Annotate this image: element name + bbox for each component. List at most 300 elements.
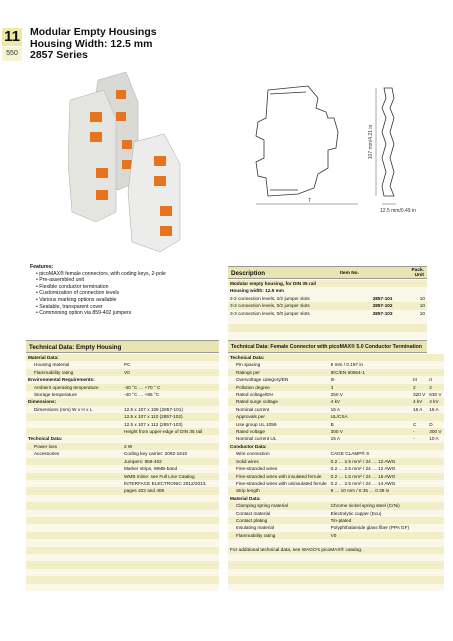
housing-value — [122, 554, 219, 561]
housing-data-row — [26, 539, 219, 546]
product-image — [68, 72, 188, 257]
housing-value: 2 W — [124, 443, 133, 449]
housing-data-row — [26, 369, 219, 376]
housing-label: Accessories — [34, 451, 60, 457]
housing-section-row — [26, 398, 219, 405]
connector-value-d: 16 A — [429, 406, 439, 412]
connector-label: Contact plating — [236, 517, 268, 523]
housing-label — [26, 510, 122, 517]
connector-tech-header — [228, 340, 427, 353]
connector-data-row — [228, 524, 444, 531]
connector-value-b — [329, 539, 411, 546]
housing-label — [26, 584, 122, 591]
order-filler-row — [228, 317, 427, 324]
connector-value-c — [411, 510, 427, 517]
connector-data-row — [228, 517, 444, 524]
connector-value-c — [411, 369, 427, 376]
housing-data-row — [26, 465, 219, 472]
feature-item: • Pre-assembled unit — [36, 277, 215, 284]
connector-label — [228, 584, 329, 591]
connector-label: Fine-stranded wires with uninsulated ferrule — [236, 480, 327, 486]
connector-value-d: 4 kV — [429, 399, 439, 405]
housing-value — [122, 576, 219, 583]
order-pack: 10 — [419, 310, 425, 316]
housing-value — [122, 517, 219, 524]
height-dimension-label: 107 mm/4.21 in — [368, 124, 374, 160]
connector-label: Strip length — [236, 488, 260, 494]
connector-label: Wire connection — [236, 451, 270, 457]
housing-data-row — [26, 421, 219, 428]
housing-data-row — [26, 443, 219, 450]
connector-label: Flammability rating — [236, 532, 276, 538]
connector-value-c — [411, 569, 427, 576]
connector-value-c — [411, 539, 427, 546]
feature-item: • Customization of connection levels — [36, 290, 215, 297]
connector-label — [228, 554, 329, 561]
connector-value-c — [411, 554, 427, 561]
connector-label: Overvoltage category/EN — [236, 377, 289, 383]
connector-value-d: 300 V — [429, 429, 442, 435]
housing-label: Dimensions: — [28, 399, 57, 405]
connector-value-c — [411, 450, 427, 457]
connector-value-c — [411, 473, 427, 480]
housing-label — [26, 539, 122, 546]
connector-data-row — [228, 376, 444, 383]
connector-value-c — [411, 465, 427, 472]
page-tab — [0, 28, 22, 64]
connector-value-d — [427, 510, 443, 517]
connector-value-c: - — [413, 436, 415, 442]
connector-value-c: 4 kV — [413, 399, 423, 405]
housing-section-row — [26, 354, 219, 361]
filler-cell — [228, 317, 427, 324]
feature-item: • Various marking options available — [36, 297, 215, 304]
housing-label: Housing material — [34, 362, 70, 368]
front-view — [382, 88, 394, 196]
connector-data-row — [228, 576, 444, 583]
connector-value-c — [411, 584, 427, 591]
housing-data-row — [26, 524, 219, 531]
housing-data-row — [26, 510, 219, 517]
housing-label — [26, 554, 122, 561]
connector-value-d — [427, 532, 443, 539]
connector-data-row — [228, 406, 444, 413]
feature-item: • Flexible conductor termination — [36, 284, 215, 291]
order-group-row — [228, 280, 427, 287]
connector-data-row — [228, 384, 444, 391]
connector-data-row — [228, 584, 444, 591]
feature-item: • Commoning option via 859-402 jumpers — [36, 310, 215, 317]
housing-data-row — [26, 495, 219, 502]
connector-label: Approvals per — [236, 414, 265, 420]
connector-value-b: Tin-plated — [330, 517, 352, 523]
connector-value-b: 0.2 … 2.5 mm² / 24 … 14 AWG — [330, 480, 396, 486]
housing-label: Material Data: — [28, 355, 59, 360]
connector-value-c — [411, 487, 427, 494]
order-item-no: 2857-101 — [372, 295, 393, 301]
connector-data-row — [228, 413, 444, 420]
housing-data-row — [26, 450, 219, 457]
order-item-no: 2857-103 — [372, 310, 393, 316]
housing-value — [122, 495, 219, 502]
order-row — [228, 302, 427, 309]
connector-value-b: Electrolytic copper (Ecu) — [330, 510, 382, 516]
connector-value-d — [427, 473, 443, 480]
order-filler-row — [228, 332, 427, 339]
connector-value-b — [329, 584, 411, 591]
connector-value-c — [411, 524, 427, 531]
connector-value-b: 0.2 … 2.5 mm² / 24 … 12 AWG — [330, 466, 396, 472]
housing-data-row — [26, 480, 219, 487]
housing-data-row — [26, 554, 219, 561]
housing-data-row — [26, 584, 219, 591]
page-number: 11 — [2, 28, 22, 46]
connector-value-d — [427, 554, 443, 561]
connector-value-b: 300 V — [330, 429, 343, 435]
housing-data-row — [26, 473, 219, 480]
title-line-2: Housing Width: 12.5 mm — [30, 37, 153, 50]
housing-label — [26, 495, 122, 502]
order-filler-row — [228, 324, 427, 331]
connector-value-b: Polyphthalamide glass fiber (PPA GF) — [330, 525, 410, 531]
connector-value-c: C — [413, 421, 417, 427]
connector-label: Pollution degree — [236, 384, 270, 390]
length-dimension-marker: T — [308, 198, 312, 204]
features-heading: Features: — [30, 264, 54, 270]
connector-value-d — [427, 465, 443, 472]
connector-label — [228, 539, 329, 546]
housing-label — [26, 480, 122, 487]
housing-label — [26, 428, 122, 435]
housing-data-row — [26, 547, 219, 554]
housing-value: V0 — [124, 369, 130, 375]
housing-data-row — [26, 413, 219, 420]
housing-label — [26, 473, 122, 480]
order-row — [228, 295, 427, 302]
housing-label — [26, 547, 122, 554]
title-line-3: 2857 Series — [30, 49, 88, 61]
housing-data-row — [26, 406, 219, 413]
connector-data-row — [228, 450, 444, 457]
housing-value: pages 402 and 408 — [124, 488, 165, 494]
connector-label: Rated voltage — [236, 429, 265, 435]
feature-item: • Sealable, transparent cover — [36, 304, 215, 311]
connector-label — [228, 561, 329, 568]
connector-value-d — [427, 354, 443, 361]
connector-label: Clamping spring material — [236, 503, 288, 509]
connector-label: Contact material — [236, 510, 271, 516]
order-col-item: Item No. — [340, 271, 359, 276]
order-desc: 2-2 connection levels, 2/2 jumper slots — [230, 295, 310, 301]
housing-data-row — [26, 502, 219, 509]
connector-value-c — [411, 576, 427, 583]
housing-data-row — [26, 532, 219, 539]
connector-label: Rated voltage/EN — [236, 392, 273, 398]
connector-label: Rated surge voltage — [236, 399, 278, 405]
connector-data-row — [228, 361, 444, 368]
connector-label: Use group UL 1059 — [236, 421, 277, 427]
connector-data-row — [228, 554, 444, 561]
connector-data-row — [228, 487, 444, 494]
order-subgroup-row — [228, 287, 427, 294]
housing-label: Storage temperature — [34, 392, 77, 398]
housing-data-row — [26, 361, 219, 368]
housing-value: Height from upper-edge of DIN 35 rail — [124, 429, 203, 435]
connector-value-c: - — [413, 429, 415, 435]
housing-value: 12.5 x 107 x 110 (2857-102) — [124, 414, 183, 420]
connector-value-b: UL/CSA — [330, 414, 348, 420]
connector-label: Ratings per — [236, 369, 260, 375]
connector-value-d: II — [429, 377, 432, 383]
connector-value-d — [427, 443, 443, 450]
housing-tech-table — [26, 354, 219, 591]
housing-data-row — [26, 576, 219, 583]
connector-label: Insulating material — [236, 525, 275, 531]
connector-value-c: III — [413, 377, 417, 383]
housing-value — [122, 435, 219, 442]
housing-value — [122, 584, 219, 591]
connector-data-row — [228, 547, 444, 554]
connector-label: Conductor Data: — [230, 443, 267, 449]
connector-value-c — [411, 458, 427, 465]
connector-value-d — [427, 576, 443, 583]
connector-section-row — [228, 354, 444, 361]
housing-label — [26, 576, 122, 583]
feature-item: • picoMAX® female connectors, with coding keys, 2-pole — [36, 271, 215, 278]
connector-data-row — [228, 473, 444, 480]
connector-value-d — [427, 361, 443, 368]
connector-value-c — [411, 532, 427, 539]
connector-data-row — [228, 435, 444, 442]
housing-data-row — [26, 428, 219, 435]
housing-label — [26, 569, 122, 576]
housing-label: Power loss — [34, 443, 57, 449]
page-title — [30, 27, 157, 62]
housing-label — [26, 413, 122, 420]
connector-label — [228, 576, 329, 583]
connector-value-d — [427, 369, 443, 376]
dimension-drawing — [248, 78, 438, 218]
connector-value-c — [411, 517, 427, 524]
housing-data-row — [26, 384, 219, 391]
housing-value — [122, 561, 219, 568]
connector-value-d — [427, 502, 443, 509]
housing-data-row — [26, 487, 219, 494]
connector-label: Nominal current UL — [236, 436, 277, 442]
connector-value-c — [411, 480, 427, 487]
housing-label — [26, 458, 122, 465]
connector-value-c: 16 A — [413, 406, 423, 412]
connector-value-d — [427, 569, 443, 576]
connector-footnote: For additional technical data, see WAGO's picoMAX® catalog. — [230, 547, 363, 553]
housing-value — [122, 398, 219, 405]
housing-label — [26, 421, 122, 428]
connector-value-b — [329, 354, 411, 361]
housing-value: -40 °C … +85 °C — [124, 392, 160, 398]
connector-value-d — [427, 458, 443, 465]
features-list — [30, 271, 215, 317]
housing-label: Dimensions (mm) W x H x L — [34, 406, 93, 412]
order-table — [228, 280, 427, 339]
connector-value-d: 2 — [429, 384, 432, 390]
connector-value-b: Chrome nickel spring steel (CrNi) — [330, 503, 400, 509]
connector-label: Solid wires — [236, 458, 259, 464]
connector-data-row — [228, 398, 444, 405]
housing-tech-title: Technical Data: Empty Housing — [29, 344, 122, 351]
connector-label — [228, 569, 329, 576]
housing-label: Environmental Requirements: — [28, 377, 95, 383]
connector-label: Fine-stranded wires — [236, 466, 278, 472]
housing-label: Flammability rating — [34, 369, 74, 375]
housing-value: 12.5 x 107 x 112 (2857-103) — [124, 421, 183, 427]
housing-value: WMB Inline: see Full Line Catalog — [124, 473, 195, 479]
connector-value-b: 250 V — [330, 392, 343, 398]
connector-value-c — [411, 354, 427, 361]
housing-tech-header — [26, 340, 219, 353]
connector-value-d — [427, 480, 443, 487]
order-col-description: Description — [231, 270, 266, 277]
connector-section-row — [228, 443, 444, 450]
connector-value-c: 2 — [413, 384, 416, 390]
connector-value-d: 10 A — [429, 436, 439, 442]
connector-data-row — [228, 502, 444, 509]
connector-value-b: 16 A — [330, 406, 341, 412]
connector-value-d — [427, 561, 443, 568]
housing-label — [26, 502, 122, 509]
connector-value-b — [329, 495, 411, 502]
connector-value-d: 630 V — [429, 392, 442, 398]
housing-data-row — [26, 458, 219, 465]
connector-label: Fine-stranded wires with insulated ferrule — [236, 473, 322, 479]
connector-value-b: 9 … 10 mm / 0.35 … 0.39 in — [330, 488, 390, 494]
connector-value-c — [411, 502, 427, 509]
housing-value — [122, 354, 219, 361]
connector-value-c: 320 V — [413, 392, 426, 398]
housing-value — [122, 502, 219, 509]
housing-label — [26, 517, 122, 524]
connector-value-d — [427, 539, 443, 546]
connector-value-d: D — [429, 421, 433, 427]
connector-value-b: 0.2 … 1.5 mm² / 24 … 16 AWG — [330, 473, 396, 479]
connector-value-b: 15 A — [330, 436, 341, 442]
housing-section-row — [26, 376, 219, 383]
connector-data-row — [228, 561, 444, 568]
connector-data-row — [228, 369, 444, 376]
connector-value-c — [411, 495, 427, 502]
connector-value-c — [411, 561, 427, 568]
order-item-no: 2857-102 — [372, 303, 393, 309]
housing-value — [122, 569, 219, 576]
housing-label — [26, 561, 122, 568]
connector-data-row — [228, 480, 444, 487]
connector-tech-table — [228, 354, 444, 591]
connector-value-d — [427, 584, 443, 591]
connector-data-row — [228, 428, 444, 435]
connector-value-b — [329, 576, 411, 583]
dimension-lines — [256, 88, 396, 204]
housing-front — [128, 134, 180, 252]
connector-data-row — [228, 458, 444, 465]
connector-label: Pin spacing — [236, 362, 261, 368]
housing-data-row — [26, 517, 219, 524]
housing-value — [122, 539, 219, 546]
connector-value-b: 5 mm / 0.197 in — [330, 362, 363, 368]
connector-value-c — [411, 413, 427, 420]
housing-section-row — [26, 435, 219, 442]
connector-value-d — [427, 495, 443, 502]
connector-value-c — [411, 443, 427, 450]
housing-data-row — [26, 391, 219, 398]
page-subnumber: 550 — [2, 47, 22, 61]
housing-label: Ambient operating temperature — [34, 384, 99, 390]
order-row — [228, 310, 427, 317]
connector-value-d — [427, 413, 443, 420]
title-line-1: Modular Empty Housings — [30, 26, 157, 38]
order-subgroup: Housing width: 12.5 mm — [230, 288, 284, 294]
order-pack: 10 — [419, 303, 425, 309]
connector-data-row — [228, 569, 444, 576]
connector-label: Nominal current — [236, 406, 270, 412]
connector-value-b — [329, 554, 411, 561]
connector-value-b: III — [330, 377, 335, 383]
connector-value-b: 4 kV — [330, 399, 341, 405]
filler-cell — [228, 324, 427, 331]
side-view — [256, 86, 338, 196]
connector-value-d — [427, 517, 443, 524]
order-col-pack: Pack. Unit — [411, 268, 424, 279]
connector-value-c — [411, 361, 427, 368]
connector-data-row — [228, 539, 444, 546]
connector-value-b: V0 — [330, 532, 337, 538]
connector-value-b: CAGE CLAMP® S — [330, 451, 370, 457]
connector-label: Material Data: — [230, 495, 261, 501]
housing-value — [122, 376, 219, 383]
connector-value-b — [329, 561, 411, 568]
housing-value: PC — [124, 362, 131, 368]
housing-value: Jumpers: 859-402 — [124, 458, 162, 464]
connector-value-b — [329, 443, 411, 450]
connector-value-b: B — [330, 421, 334, 427]
width-dimension-label: 12.5 mm/0.49 in — [380, 208, 416, 214]
housing-value — [122, 532, 219, 539]
housing-value: Coding key carrier: 2092-1610 — [124, 451, 188, 457]
connector-data-row — [228, 391, 444, 398]
housing-value: INTERFACE ELECTRONIC 2012/2013, — [124, 480, 207, 486]
housing-label — [26, 524, 122, 531]
connector-data-row — [228, 421, 444, 428]
housing-value: 12.5 x 107 x 108 (2857-101) — [124, 406, 183, 412]
connector-data-row — [228, 510, 444, 517]
connector-value-b: 3 — [330, 384, 334, 390]
housing-label: Technical Data: — [28, 436, 63, 442]
housing-value — [122, 547, 219, 554]
order-pack: 10 — [419, 295, 425, 301]
housing-value: Marker strips, WMB-band — [124, 466, 178, 472]
order-table-header — [228, 266, 427, 279]
housing-value — [122, 524, 219, 531]
connector-tech-title: Technical Data: Female Connector with picoMAX® 5.0 Conductor Termination — [231, 344, 422, 350]
housing-data-row — [26, 569, 219, 576]
connector-value-d — [427, 487, 443, 494]
connector-value-d — [427, 524, 443, 531]
filler-cell — [228, 332, 427, 339]
order-desc: 3-2 connection levels, 0/2 jumper slots — [230, 303, 310, 309]
connector-label: Technical Data: — [230, 355, 265, 360]
features-block — [30, 264, 215, 317]
connector-data-row — [228, 465, 444, 472]
housing-data-row — [26, 561, 219, 568]
housing-middle — [68, 90, 116, 222]
